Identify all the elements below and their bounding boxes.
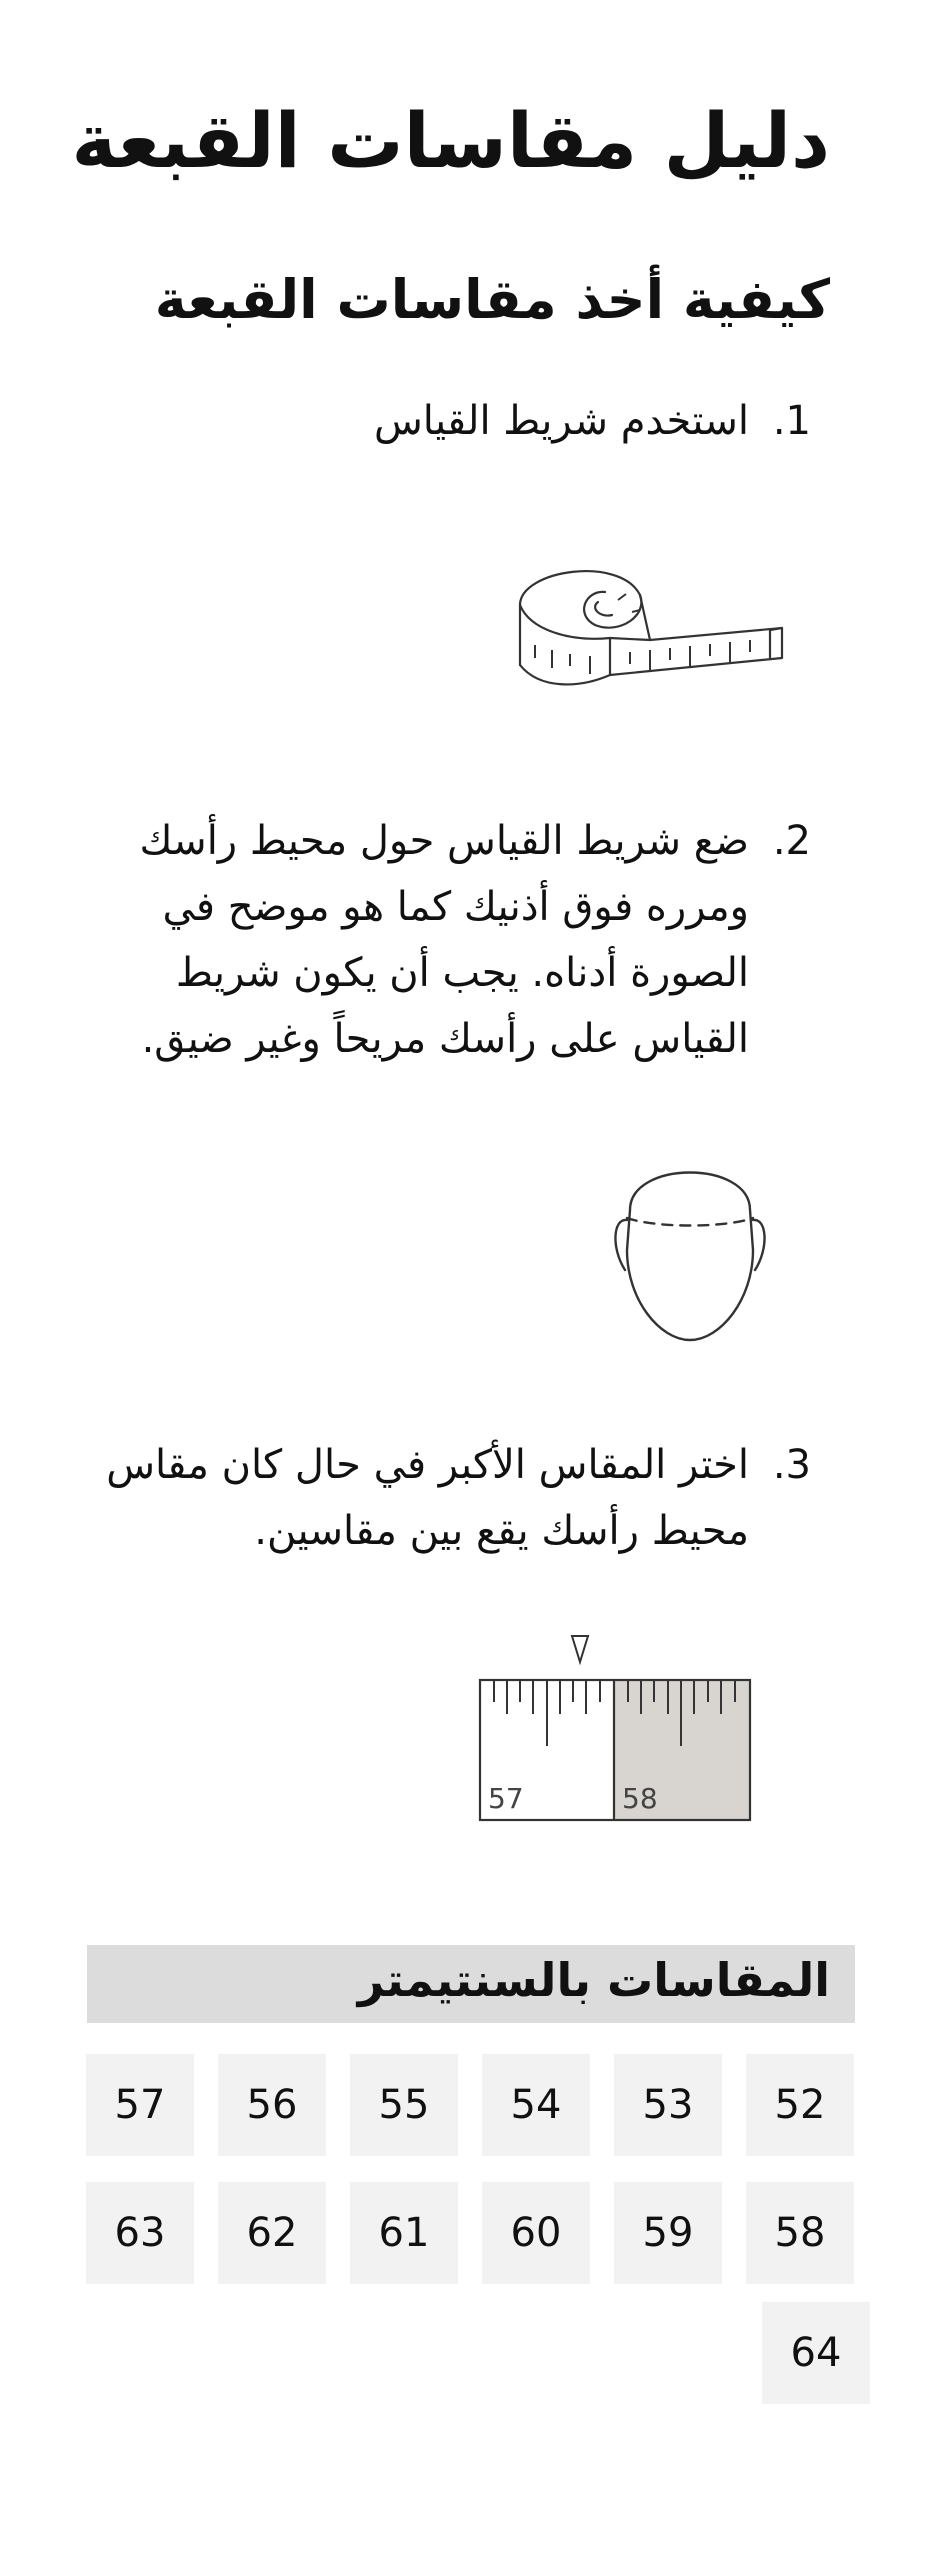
size-cell: 59: [614, 2182, 722, 2284]
size-cell: 56: [218, 2054, 326, 2156]
size-cell: 55: [350, 2054, 458, 2156]
ruler-pointer-icon: [472, 1628, 762, 1828]
step-1-text: استخدم شريط القياس: [373, 398, 749, 444]
sizes-header: [87, 1945, 855, 2023]
step-3-number: 3.: [772, 1442, 811, 1488]
size-cell: 64: [762, 2302, 870, 2404]
step-3: [49, 1432, 811, 1564]
page-title: دليل مقاسات القبعة: [71, 96, 830, 185]
size-cell: 54: [482, 2054, 590, 2156]
size-cell: 60: [482, 2182, 590, 2284]
size-cell: 62: [218, 2182, 326, 2284]
step-1-number: 1.: [772, 398, 811, 444]
sizes-heading: المقاسات بالسنتيمتر: [357, 1953, 830, 2007]
size-cell: 61: [350, 2182, 458, 2284]
size-cell: 58: [746, 2182, 854, 2284]
size-cell: 52: [746, 2054, 854, 2156]
step-2-text: ضع شريط القياس حول محيط رأسك ومرره فوق أذنيك كما هو موضح في الصورة أدناه. يجب أن يكون شريط القياس على رأسك مريحاً وغير ضيق.: [139, 818, 749, 1062]
how-to-heading: كيفية أخذ مقاسات القبعة: [154, 268, 830, 331]
measuring-tape-icon: [500, 550, 790, 710]
ruler-label-left: 57: [488, 1782, 524, 1815]
size-cell: 53: [614, 2054, 722, 2156]
step-2: [49, 808, 811, 1072]
ruler-label-right: 58: [622, 1782, 658, 1815]
size-cell: 63: [86, 2182, 194, 2284]
step-1: [49, 388, 811, 454]
step-2-number: 2.: [772, 818, 811, 864]
size-cell: 57: [86, 2054, 194, 2156]
pointer-triangle: [572, 1636, 588, 1662]
head-outline-icon: [605, 1140, 775, 1350]
step-3-text: اختر المقاس الأكبر في حال كان مقاس محيط رأسك يقع بين مقاسين.: [106, 1442, 749, 1554]
